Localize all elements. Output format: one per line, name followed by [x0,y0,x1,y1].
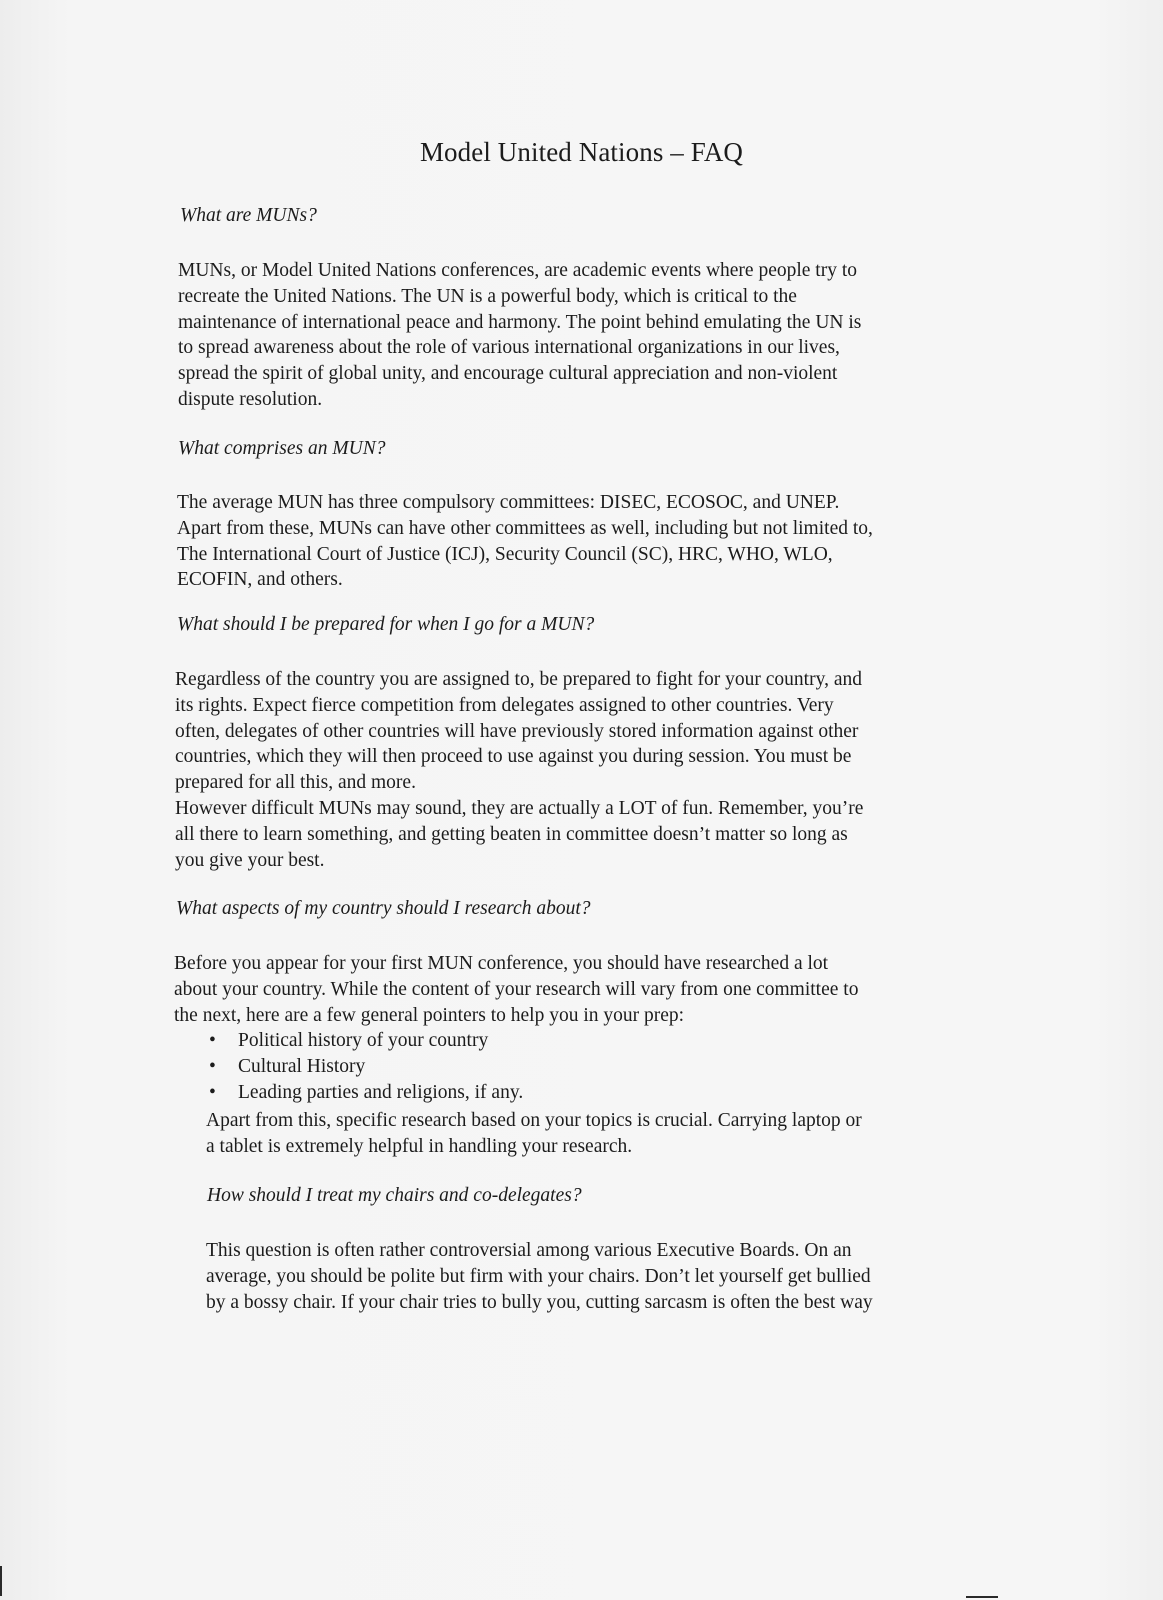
research-pointers-list [204,1028,523,1106]
list-item: • Leading parties and religions, if any. [204,1080,523,1106]
bullet-icon: • [209,1030,216,1051]
answer-paragraph: Apart from this, specific research based on your topics is crucial. Carrying laptop or a tablet is extremely helpful in handling your research. [206,1110,862,1157]
bullet-icon: • [209,1082,216,1103]
page-title: Model United Nations – FAQ [419,137,744,167]
question-heading: How should I treat my chairs and co-delegates? [207,1185,582,1206]
question-heading: What comprises an MUN? [178,438,386,459]
scan-edge-mark [0,1566,2,1596]
answer-paragraph: Before you appear for your first MUN conference, you should have researched a lot about your country. While the content of your research will vary from one committee to the next, here are a few general pointers to help you in your prep: [174,953,859,1026]
scan-edge-mark [966,1596,998,1598]
question-heading: What aspects of my country should I research about? [176,898,591,919]
answer-paragraph: The average MUN has three compulsory committees: DISEC, ECOSOC, and UNEP. Apart from these, MUNs can have other committees as well, including but not limited to, The International Court of Justice (ICJ), Security Council (SC), HRC, WHO, WLO, ECOFIN, and others. [177,492,873,591]
answer-paragraph: This question is often rather controversial among various Executive Boards. On an average, you should be polite but firm with your chairs. Don’t let yourself get bullied by a bossy chair. If your chair tries to bully you, cutting sarcasm is often the best way [206,1240,873,1313]
question-heading: What are MUNs? [180,205,317,226]
answer-paragraph: Regardless of the country you are assigned to, be prepared to fight for your country, and its rights. Expect fierce competition from delegates assigned to other countries. Very often, delegates of other countries will have previously stored information against other countries, which they will then proceed to use against you during session. You must be prepared for all this, and more. However difficult MUNs may sound, they are actually a LOT of fun. Remember, you’re all there to learn something, and getting beaten in committee doesn’t matter so long as you give your best. [175,669,864,871]
question-heading: What should I be prepared for when I go for a MUN? [177,614,595,635]
list-item: • Cultural History [204,1054,523,1080]
answer-paragraph: MUNs, or Model United Nations conferences, are academic events where people try to recreate the United Nations. The UN is a powerful body, which is critical to the maintenance of international peace and harmony. The point behind emulating the UN is to spread awareness about the role of various international organizations in our lives, spread the spirit of global unity, and encourage cultural appreciation and non-violent dispute resolution. [178,260,862,410]
bullet-icon: • [209,1056,216,1077]
list-item: • Political history of your country [204,1028,523,1054]
